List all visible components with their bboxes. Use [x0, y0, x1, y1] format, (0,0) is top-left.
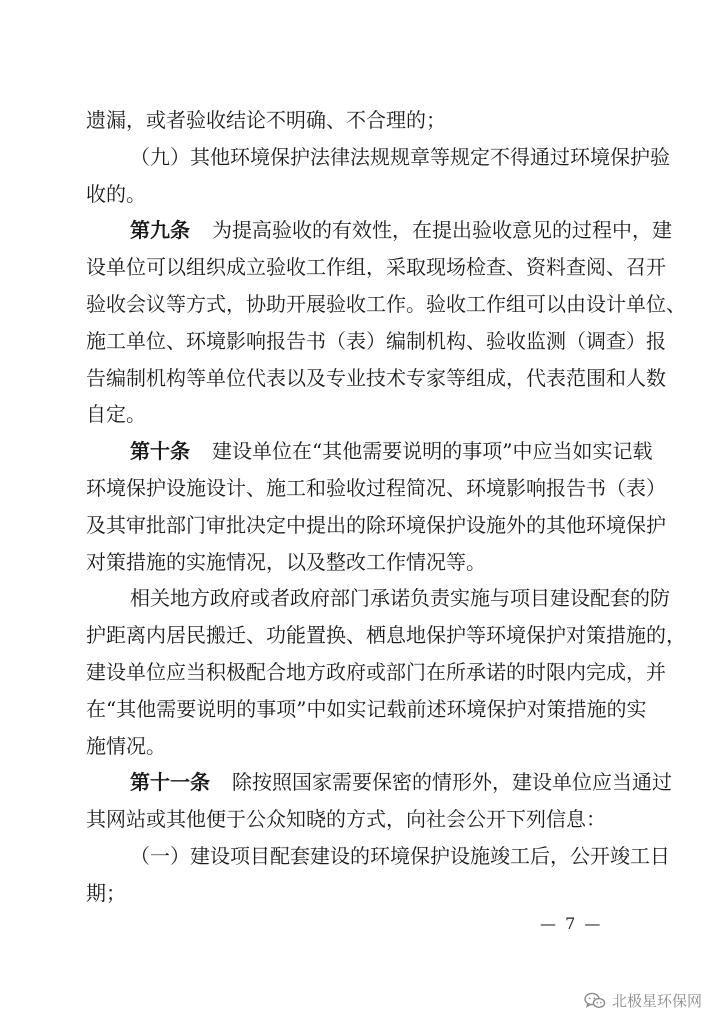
text-line: 相关地方政府或者政府部门承诺负责实施与项目建设配套的防 [130, 586, 670, 611]
text-line: 自定。 [86, 402, 146, 427]
text-line [86, 433, 653, 470]
document-body [86, 102, 686, 912]
text-line-content: 为提高验收的有效性，在提出验收意见的过程中，建 [212, 218, 672, 243]
page-number: — 7 — [540, 914, 603, 933]
text-line: 环境保护设施设计、施工和验收过程简况、环境影响报告书（表） [86, 475, 666, 500]
text-line: 其网站或其他便于公众知晓的方式，向社会公开下列信息： [86, 807, 606, 832]
text-line: 验收会议等方式，协助开展验收工作。验收工作组可以由设计单位、 [86, 291, 686, 316]
text-line-content: 除按照国家需要保密的情形外，建设单位应当通过 [232, 770, 672, 795]
watermark-text: 北极星环保网 [611, 992, 702, 1010]
text-line: 设单位可以组织成立验收工作组，采取现场检查、资料查阅、召开 [86, 255, 666, 280]
text-line: 在“其他需要说明的事项”中如实记载前述环境保护对策措施的实 [86, 696, 647, 721]
text-line: 期； [86, 880, 126, 905]
article-10-paragraph-2 [86, 580, 686, 764]
article-11 [86, 764, 672, 838]
paragraph-item-9 [86, 139, 670, 213]
text-line: 遗漏，或者验收结论不明确、不合理的； [86, 108, 446, 132]
watermark [584, 990, 702, 1011]
text-line: 施工单位、环境影响报告书（表）编制机构、验收监测（调查）报 [86, 328, 666, 353]
text-line: （九）其他环境保护法律法规规章等规定不得通过环境保护验 [130, 144, 670, 169]
text-line [86, 764, 672, 801]
text-line: 护距离内居民搬迁、功能置换、栖息地保护等环境保护对策措施的， [86, 623, 686, 648]
text-line: 施情况。 [86, 733, 166, 758]
article-10 [86, 433, 666, 580]
article-11-item-1 [86, 838, 670, 912]
text-line: 对策措施的实施情况，以及整改工作情况等。 [86, 549, 486, 574]
article-title: 第九条 [130, 218, 190, 243]
text-line: 收的。 [86, 181, 146, 206]
text-line [86, 212, 672, 249]
text-line-content: 建设单位在“其他需要说明的事项”中应当如实记载 [212, 439, 653, 464]
text-line: 建设单位应当积极配合地方政府或部门在所承诺的时限内完成，并 [86, 659, 666, 684]
article-title: 第十一条 [130, 770, 210, 795]
paragraph-8-continued [86, 102, 634, 139]
wechat-icon [584, 992, 606, 1010]
article-9 [86, 212, 686, 433]
article-title: 第十条 [130, 439, 190, 464]
text-line: 告编制机构等单位代表以及专业技术专家等组成，代表范围和人数 [86, 365, 666, 390]
text-line: （一）建设项目配套建设的环境保护设施竣工后，公开竣工日 [130, 843, 670, 868]
text-line: 及其审批部门审批决定中提出的除环境保护设施外的其他环境保护 [86, 512, 666, 537]
